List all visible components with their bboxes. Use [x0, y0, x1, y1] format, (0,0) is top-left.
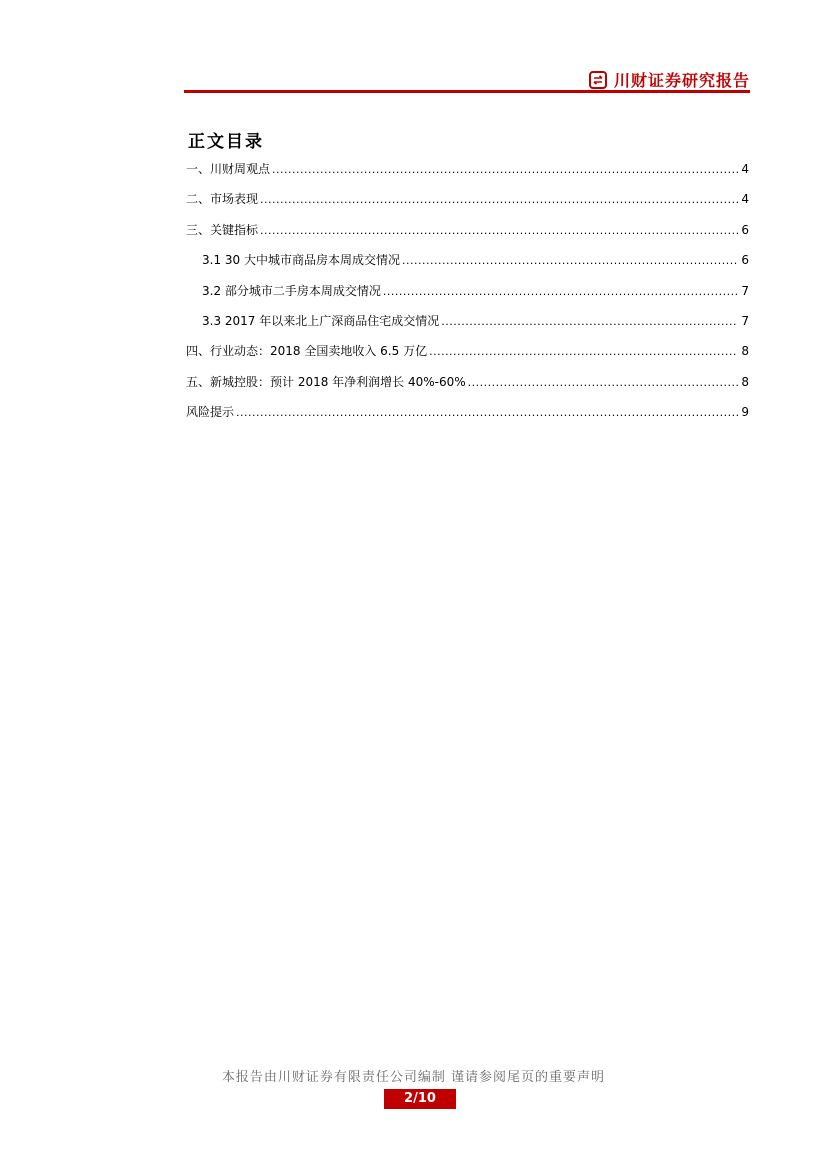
- brand-title: 川财证券研究报告: [613, 71, 750, 90]
- toc-entry-page: 7: [741, 283, 749, 298]
- toc-leader-dots: [441, 315, 738, 328]
- toc-entry-label: 3.3 2017 年以来北上广深商品住宅成交情况: [202, 313, 440, 328]
- toc-entry-page: 6: [741, 253, 749, 268]
- toc-entry-label: 五、新城控股：预计 2018 年净利润增长 40%-60%: [186, 374, 466, 389]
- toc-subentry[interactable]: [186, 282, 749, 312]
- toc-title: 正文目录: [188, 132, 264, 152]
- toc-leader-dots: [468, 376, 739, 389]
- toc-leader-dots: [429, 345, 738, 358]
- toc-entry-label: 四、行业动态：2018 全国卖地收入 6.5 万亿: [186, 344, 428, 359]
- toc-subentry[interactable]: [186, 312, 749, 342]
- header-brand: [589, 68, 750, 91]
- header-divider: [184, 90, 750, 93]
- toc-entry-page: 8: [741, 374, 749, 389]
- toc-entry-page: 4: [741, 192, 749, 207]
- toc-entry[interactable]: [186, 190, 749, 220]
- toc-entry-label: 一、川财周观点: [186, 162, 271, 176]
- toc-subentry[interactable]: [186, 251, 749, 281]
- toc-entry[interactable]: [186, 221, 749, 251]
- toc-entry[interactable]: [186, 403, 749, 433]
- toc-entry[interactable]: [186, 342, 749, 372]
- footer-disclaimer: 本报告由川财证券有限责任公司编制 谨请参阅尾页的重要声明: [221, 1070, 606, 1085]
- toc-entry-label: 三、关键指标: [186, 222, 259, 237]
- toc-entry[interactable]: [186, 373, 749, 403]
- toc-entry[interactable]: [186, 160, 749, 190]
- toc-entry-page: 4: [741, 162, 749, 176]
- page-number-badge: 2/10: [384, 1089, 456, 1109]
- toc-entry-page: 8: [741, 344, 749, 359]
- chuancai-logo-icon: [589, 71, 607, 89]
- toc-leader-dots: [260, 224, 738, 237]
- toc-leader-dots: [272, 163, 738, 176]
- toc-leader-dots: [236, 406, 738, 419]
- page-header: [184, 64, 750, 92]
- toc-leader-dots: [402, 254, 738, 267]
- toc-entry-label: 3.2 部分城市二手房本周成交情况: [202, 283, 381, 298]
- toc-entry-page: 7: [741, 313, 749, 328]
- table-of-contents: [186, 160, 749, 434]
- toc-leader-dots: [260, 193, 738, 206]
- toc-entry-page: 9: [741, 405, 749, 420]
- toc-entry-label: 二、市场表现: [186, 192, 259, 207]
- toc-entry-label: 风险提示: [186, 405, 235, 420]
- toc-entry-page: 6: [741, 222, 749, 237]
- toc-entry-label: 3.1 30 大中城市商品房本周成交情况: [202, 253, 400, 268]
- toc-leader-dots: [383, 285, 738, 298]
